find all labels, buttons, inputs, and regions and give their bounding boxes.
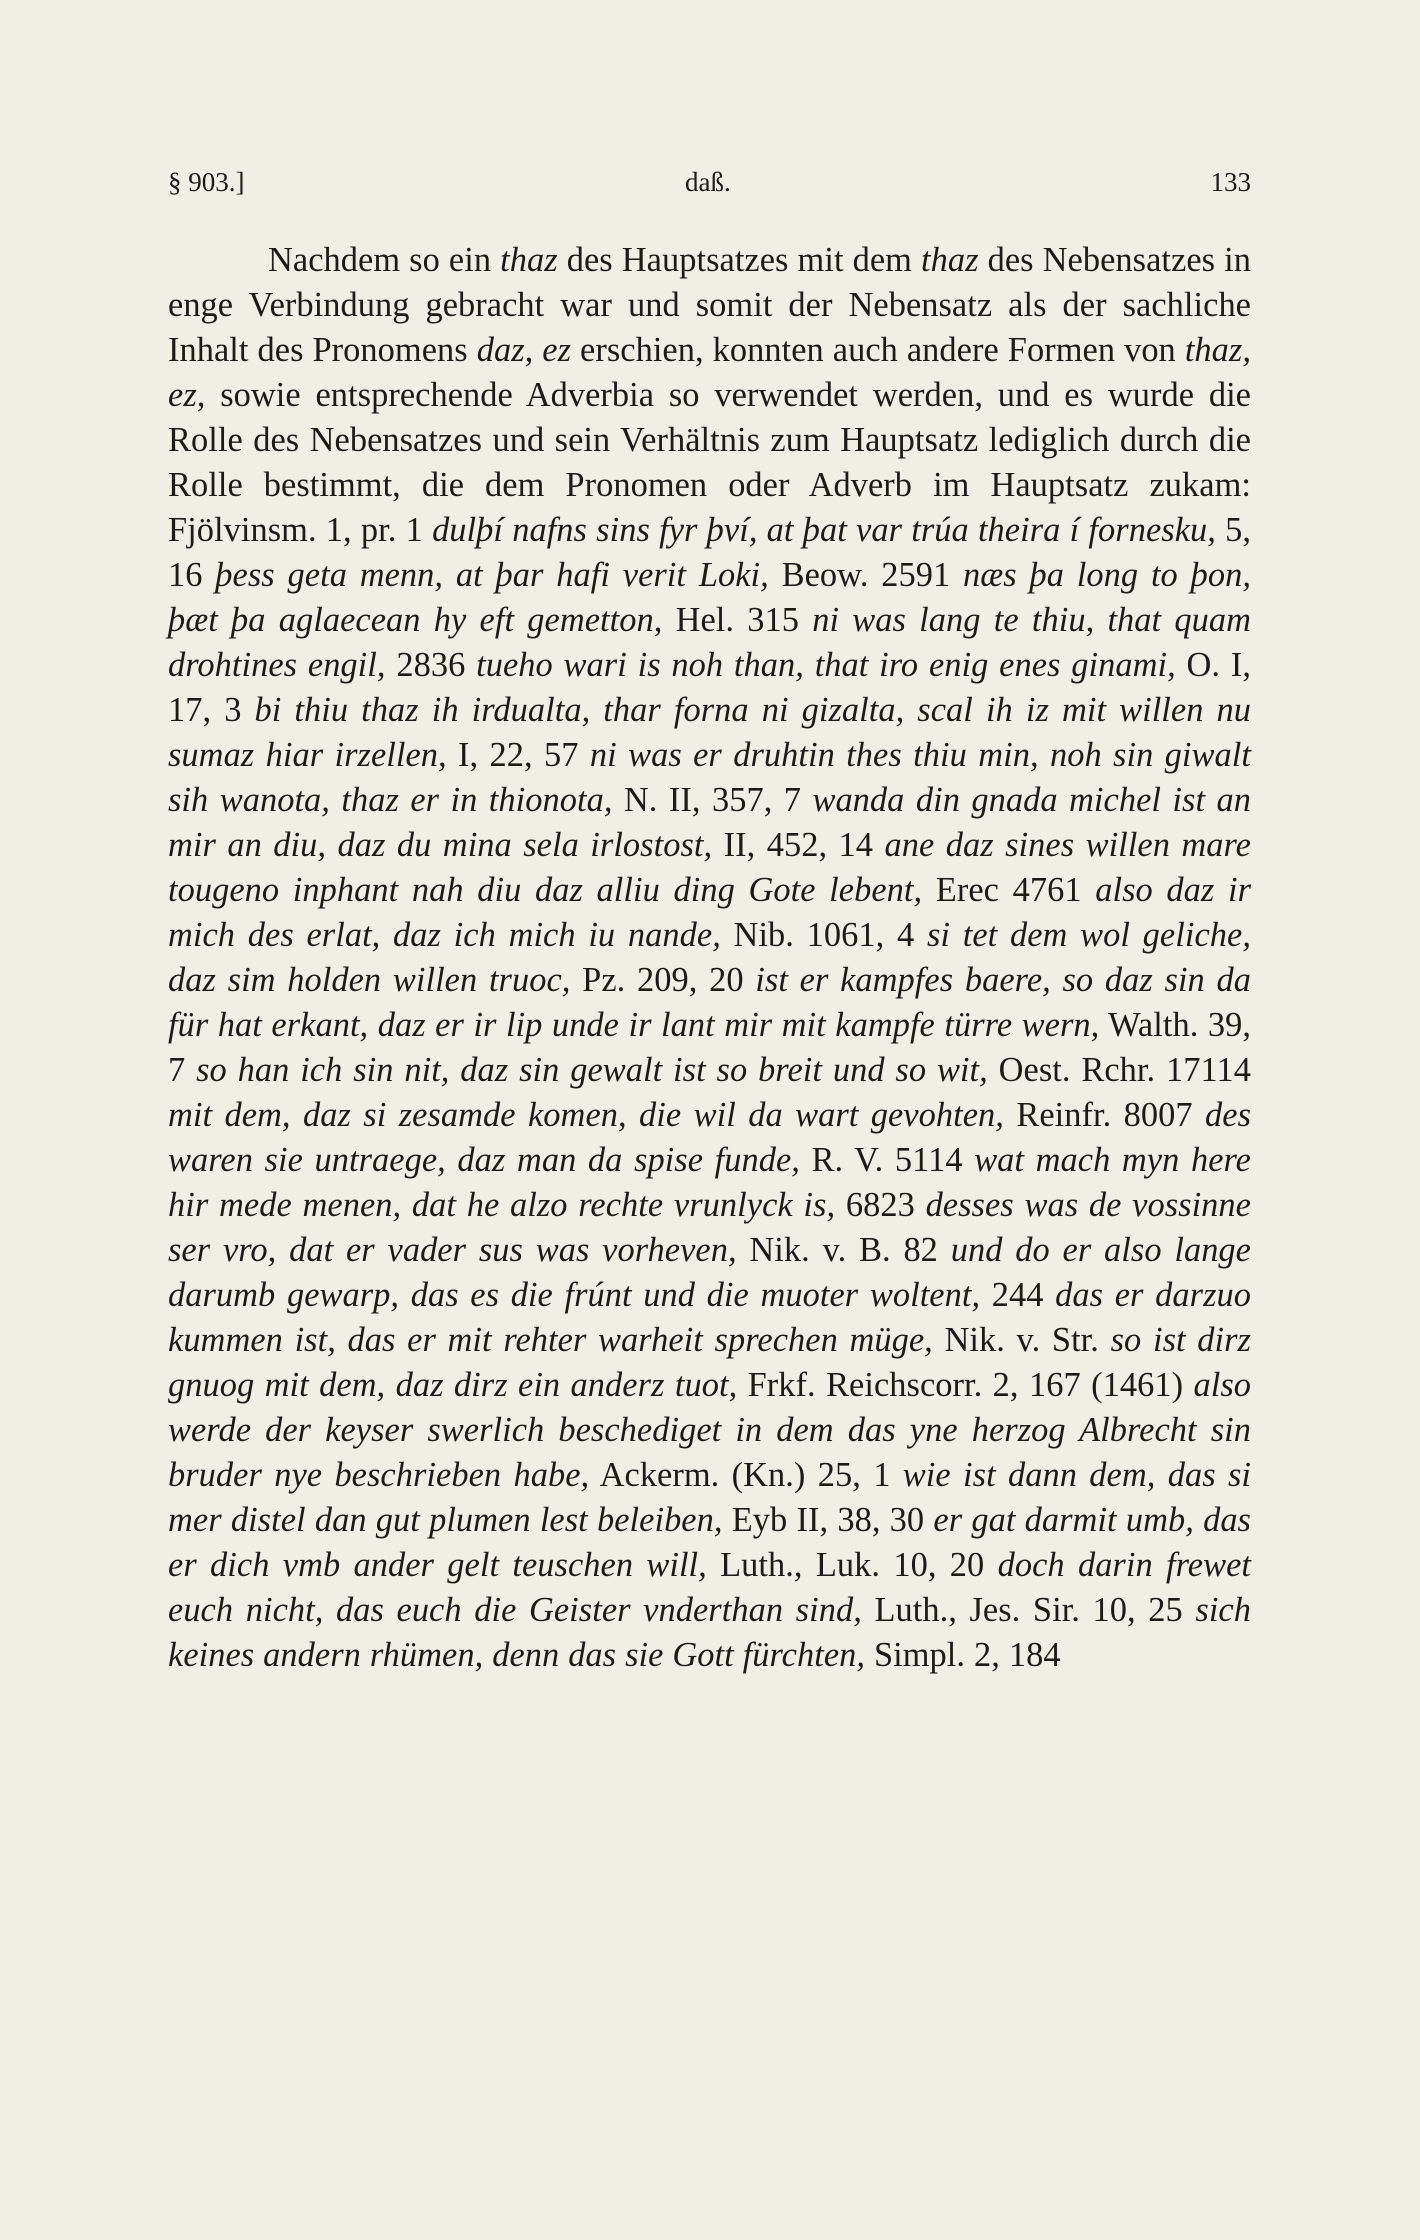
- text-run: I, 22, 57: [446, 736, 590, 774]
- paragraph: [168, 238, 1251, 1678]
- text-run: sowie entsprechende Adverbia so verwendet werden, und es wurde die Rolle des Nebensatzes und sein Verhältnis zum Hauptsatz lediglich durch die Rolle bestimmt, die dem Pronomen oder Adverb im Hauptsatz zukam: Fjölvinsm. 1, pr. 1: [168, 376, 1251, 549]
- text-run: des Hauptsatzes mit dem: [557, 241, 922, 279]
- quotation-text: und do er also lange darumb gewarp, das es die frúnt und die muoter woltent,: [168, 1231, 1251, 1314]
- section-number: § 903.]: [168, 167, 245, 197]
- text-run: II, 452, 14: [712, 826, 885, 864]
- text-run: Eyb II, 38, 30: [722, 1501, 934, 1539]
- quotation-text: er gat darmit umb, das er dich vmb ander gelt teuschen will,: [168, 1501, 1251, 1584]
- quotation-text: das er darzuo kummen ist, das er mit rehter warheit sprechen müge,: [168, 1276, 1251, 1359]
- text-run: Pz. 209, 20: [570, 961, 756, 999]
- quotation-text: desses was de vossinne ser vro, dat er vader sus was vorheven,: [168, 1186, 1251, 1269]
- text-run: N. II, 357, 7: [612, 781, 813, 819]
- quotation-text: sich keines andern rhümen, denn das sie Gott fürchten,: [168, 1591, 1251, 1674]
- quotation-text: thaz: [921, 241, 979, 279]
- text-run: Beow. 2591: [768, 556, 964, 594]
- quotation-text: doch darin frewet euch nicht, das euch die Geister vnderthan sind,: [168, 1546, 1251, 1629]
- quotation-text: wat mach myn here hir mede menen, dat he alzo rechte vrunlyck is,: [168, 1141, 1252, 1224]
- quotation-text: ist er kampfes baere, so daz sin da für hat erkant, daz er ir lip unde ir lant mir mit kampfe türre wern,: [168, 961, 1251, 1044]
- text-run: Ackerm. (Kn.) 25, 1: [589, 1456, 903, 1494]
- text-run: Hel. 315: [662, 601, 813, 639]
- text-run: Nik. v. B. 82: [736, 1231, 951, 1269]
- quotation-text: mit dem, daz si zesamde komen, die wil da wart gevohten,: [168, 1096, 1004, 1134]
- text-run: Reinfr. 8007: [1003, 1096, 1206, 1134]
- quotation-text: thaz: [500, 241, 558, 279]
- quotation-text: des waren sie untraege, daz man da spise funde,: [168, 1096, 1252, 1179]
- quotation-text: also daz ir mich des erlat, daz ich mich iu nande,: [168, 871, 1252, 954]
- quotation-text: so ist dirz gnuog mit dem, daz dirz ein anderz tuot,: [168, 1321, 1251, 1404]
- quotation-text: þess geta menn, at þar hafi verit Loki,: [215, 556, 769, 594]
- quotation-text: si tet dem wol geliche, daz sim holden willen truoc,: [168, 916, 1251, 999]
- text-run: Luth., Jes. Sir. 10, 25: [861, 1591, 1196, 1629]
- running-header: [168, 162, 1251, 202]
- text-run: Erec 4761: [922, 871, 1096, 909]
- quotation-text: næs þa long to þon, þæt þa aglaecean hy eft gemetton,: [168, 556, 1251, 639]
- text-run: Nib. 1061, 4: [720, 916, 927, 954]
- text-run: 244: [980, 1276, 1056, 1314]
- text-run: erschien, konnten auch andere Formen von: [571, 331, 1185, 369]
- quotation-text: so han ich sin nit, daz sin gewalt ist so breit und so wit,: [196, 1051, 988, 1089]
- text-run: Oest. Rchr. 17114: [987, 1051, 1251, 1089]
- quotation-text: wie ist dann dem, das si mer distel dan gut plumen lest beleiben,: [168, 1456, 1252, 1539]
- quotation-text: wanda din gnada michel ist an mir an diu, daz du mina sela irlostost,: [168, 781, 1251, 864]
- text-run: Frkf. Reichscorr. 2, 167 (1461): [737, 1366, 1194, 1404]
- text-run: Luth., Luk. 10, 20: [706, 1546, 998, 1584]
- text-run: 2836: [385, 646, 477, 684]
- quotation-text: ni was er druhtin thes thiu min, noh sin giwalt sih wanota, thaz er in thionota,: [168, 736, 1251, 819]
- text-run: Walth. 39, 7: [168, 1006, 1251, 1089]
- text-run: R. V. 5114: [799, 1141, 975, 1179]
- text-run: 5, 16: [168, 511, 1252, 594]
- page-number: 133: [1210, 167, 1251, 197]
- quotation-text: bi thiu thaz ih irdualta, thar forna ni gizalta, scal ih iz mit willen nu sumaz hiar irzellen,: [168, 691, 1252, 774]
- quotation-text: daz, ez: [476, 331, 572, 369]
- text-run: Nachdem so ein: [268, 241, 501, 279]
- quotation-text: also werde der keyser swerlich beschediget in dem das yne herzog Albrecht sin bruder nye beschrieben habe,: [168, 1366, 1251, 1494]
- text-run: 6823: [835, 1186, 926, 1224]
- text-run: des Nebensatzes in enge Verbindung gebracht war und somit der Nebensatz als der sachliche Inhalt des Pronomens: [168, 241, 1251, 369]
- quotation-text: thaz, ez,: [168, 331, 1251, 414]
- quotation-text: ni was lang te thiu, that quam drohtines engil,: [168, 601, 1251, 684]
- running-title: daß.: [685, 167, 731, 197]
- text-run: Simpl. 2, 184: [865, 1636, 1061, 1674]
- quotation-text: ane daz sines willen mare tougeno inphant nah diu daz alliu ding Gote lebent,: [168, 826, 1251, 909]
- text-run: O. I, 17, 3: [168, 646, 1251, 729]
- quotation-text: tueho wari is noh than, that iro enig enes ginami,: [476, 646, 1176, 684]
- text-run: Nik. v. Str.: [932, 1321, 1111, 1359]
- quotation-text: dulþí nafns sins fyr því, at þat var trúa theira í fornesku,: [432, 511, 1216, 549]
- body-text: [168, 238, 1251, 2098]
